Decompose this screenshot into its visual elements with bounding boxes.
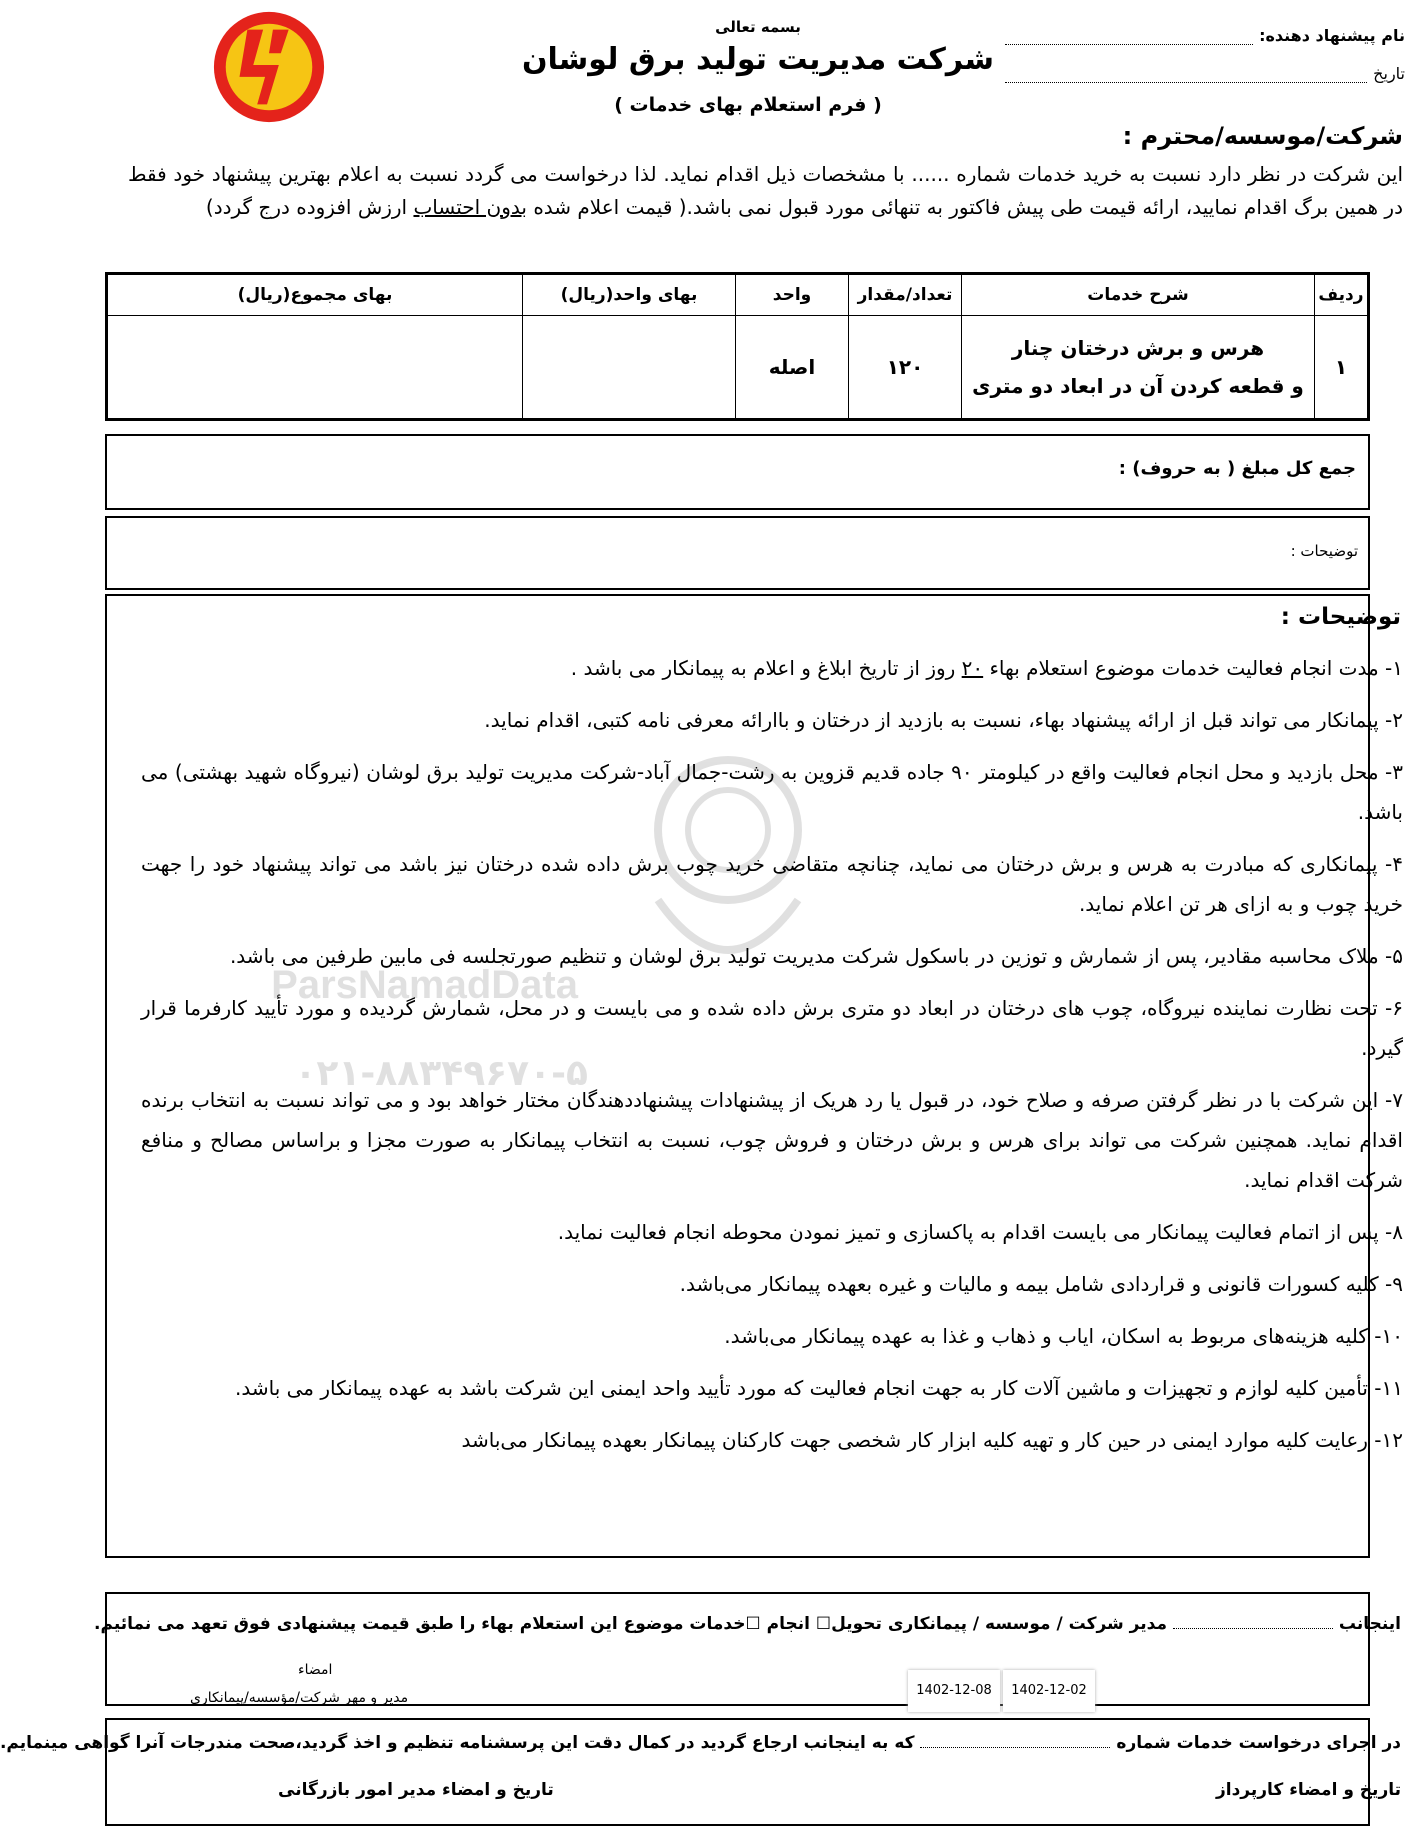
cell-row-number: ۱ [1315,316,1369,420]
signature-box [105,1592,1370,1706]
description-line-1: هرس و برش درختان چنار [1011,336,1265,360]
term-text: ۱۱- تأمین کلیه لوازم و تجهیزات و ماشین آلات کار به جهت انجام فعالیت که مورد تأیید واحد ایمنی این شرکت باشد به عهده پیمانکار می باشد. [235,1376,1403,1400]
notes-label: توضیحات : [1290,542,1358,560]
header-quantity: تعداد/مقدار [849,274,962,316]
term-text: ۲- پیمانکار می تواند قبل از ارائه پیشنهاد بهاء، نسبت به بازدید از درختان و باارائه معرفی نامه کتبی، اقدام نماید. [484,708,1403,732]
date-blank[interactable] [1005,64,1367,83]
certification-line [0,1733,1401,1753]
header-total-price: بهای مجموع(ریال) [107,274,523,316]
commerce-signature-label: تاریخ و امضاء مدیر امور بازرگانی [278,1780,554,1800]
date-label: تاریخ [1373,64,1405,83]
header-description: شرح خدمات [962,274,1315,316]
term-item [141,1264,1403,1304]
seal-label: مدیر و مهر شرکت/مؤسسه/پیمانکاری [190,1690,409,1706]
terms-list [141,648,1403,1472]
buyer-signature-label: تاریخ و امضاء کارپرداز [1215,1780,1401,1800]
header-row-number: ردیف [1315,274,1369,316]
term-text: ۵- ملاک محاسبه مقادیر، پس از شمارش و توزین در باسکول شرکت مدیریت تولید برق لوشان و تنظیم صورتجلسه فی مابین طرفین می باشد. [229,944,1403,968]
intro-paragraph [128,158,1403,224]
term-text: ۸- پس از اتمام فعالیت پیمانکار می بایست اقدام به پاکسازی و تمیز نمودن محوطه انجام فعالیت نماید. [557,1220,1403,1244]
intro-tail: ارزش افزوده درج گردد) [205,195,414,219]
term-item [141,936,1403,976]
terms-heading: توضیحات : [1280,604,1401,630]
name-blank[interactable] [1173,1628,1333,1629]
cell-quantity: ۱۲۰ [849,316,962,420]
term-item [141,1420,1403,1460]
watermark-phone: ۰۲۱-۸۸۳۴۹۶۷۰-۵ [294,1053,588,1094]
intro-text: این شرکت در نظر دارد نسبت به خرید خدمات شماره ...... با مشخصات ذیل اقدام نماید. لذا درخواست می گردد نسبت به اعلام بهترین پیشنهاد خود فقط در همین برگ اقدام نمایید، ارائه قیمت طی پیش فاکتور به تنهائی مورد قبول نمی باشد.( قیمت اعلام شده [128,162,1403,219]
notes-box[interactable] [105,516,1370,590]
header-unit: واحد [736,274,849,316]
intro-underlined: بدون احتساب [413,195,527,219]
header-unit-price: بهای واحد(ریال) [523,274,736,316]
term-text: ۷- این شرکت با در نظر گرفتن صرفه و صلاح خود، در قبول یا رد هریک از پیشنهادات پیشنهاددهندگان مختار خواهد بود و می تواند نسبت به انتخاب برنده اقدام نماید. همچنین شرکت می تواند برای هرس و برش درختان و فروش چوب، نسبت به انتخاب پیمانکار به صورت مجزا و براساس مصالح و منافع شرکت اقدام نماید. [141,1088,1403,1192]
company-logo [210,8,328,126]
proposer-blank[interactable] [1005,26,1253,45]
services-table [105,272,1370,421]
term-underlined: ۲۰ [961,656,984,680]
term-item [141,648,1403,688]
proposer-label: نام پیشنهاد دهنده: [1259,26,1405,45]
date-field[interactable] [1005,64,1405,83]
term-item [141,752,1403,832]
term-text: ۱۰- کلیه هزینه‌های مربوط به اسکان، ایاب و ذهاب و غذا به عهده پیمانکار می‌باشد. [724,1324,1403,1348]
commitment-post: مدیر شرکت / موسسه / پیمانکاری تحویل☐ انجام ☐خدمات موضوع این استعلام بهاء را طبق قیمت پیشنهادی فوق تعهد می نمائیم. [94,1614,1167,1634]
certification-pre: در اجرای درخواست خدمات شماره [1116,1733,1401,1753]
term-item [141,1212,1403,1252]
cell-total-price[interactable] [107,316,523,420]
form-title: ( فرم استعلام بهای خدمات ) [614,94,882,116]
salutation: شرکت/موسسه/محترم : [1122,122,1403,150]
request-number-blank[interactable] [920,1747,1110,1748]
cell-unit: اصله [736,316,849,420]
certification-post: که به اینجانب ارجاع گردید در کمال دقت این پرسشنامه تنظیم و اخذ گردید،صحت مندرجات آنرا گواهی مینمایم. [0,1733,915,1753]
watermark-brand: ParsNamadData [271,963,578,1007]
term-text: ۱۲- رعایت کلیه موارد ایمنی در حین کار و تهیه کلیه ابزار کار شخصی جهت کارکنان پیمانکار بعهده پیمانکار می‌باشد [461,1428,1403,1452]
company-name: شرکت مدیریت تولید برق لوشان [521,42,995,77]
term-text: ۹- کلیه کسورات قانونی و قراردادی شامل بیمه و مالیات و غیره بعهده پیمانکار می‌باشد. [679,1272,1403,1296]
commitment-line [94,1614,1401,1634]
cell-description [962,316,1315,420]
table-header-row [107,274,1369,316]
cell-unit-price[interactable] [523,316,736,420]
term-text: ۶- تحت نظارت نماینده نیروگاه، چوب های درختان در ابعاد دو متری برش داده شده و می بایست و در محل، شمارش گردیده و مورد تأیید کارفرما قرار گیرد. [141,996,1403,1060]
date-stamp-start: 1402-12-02 [1003,1670,1095,1712]
term-text: ۴- پیمانکاری که مبادرت به هرس و برش درختان می نماید، چنانچه متقاضی خرید چوب برش داده شده درختان نیز باشد می تواند پیشنهاد خود را جهت خرید چوب و به ازای هر تن اعلام نماید. [141,852,1403,916]
term-item [141,1368,1403,1408]
table-row [107,316,1369,420]
basmala: بسمه تعالی [715,18,801,36]
term-item [141,1316,1403,1356]
term-item [141,1080,1403,1200]
date-stamp-end: 1402-12-08 [908,1670,1000,1712]
proposer-field[interactable] [1005,26,1405,45]
term-text: ۱- مدت انجام فعالیت خدمات موضوع استعلام بهاء [983,656,1403,680]
term-text: ۳- محل بازدید و محل انجام فعالیت واقع در کیلومتر ۹۰ جاده قدیم قزوین به رشت-جمال آباد-شرکت مدیریت تولید برق لوشان (نیروگاه شهید بهشتی) می باشد. [141,760,1404,824]
total-amount-box[interactable] [105,434,1370,510]
term-item [141,844,1403,924]
commitment-pre: اینجانب [1338,1614,1401,1634]
total-amount-label: جمع کل مبلغ ( به حروف) : [1118,458,1356,479]
term-item [141,988,1403,1068]
term-text-tail: روز از تاریخ ابلاغ و اعلام به پیمانکار می باشد . [570,656,962,680]
term-item [141,700,1403,740]
signature-label: امضاء [298,1662,333,1678]
description-line-2: و قطعه کردن آن در ابعاد دو متری [972,374,1304,398]
